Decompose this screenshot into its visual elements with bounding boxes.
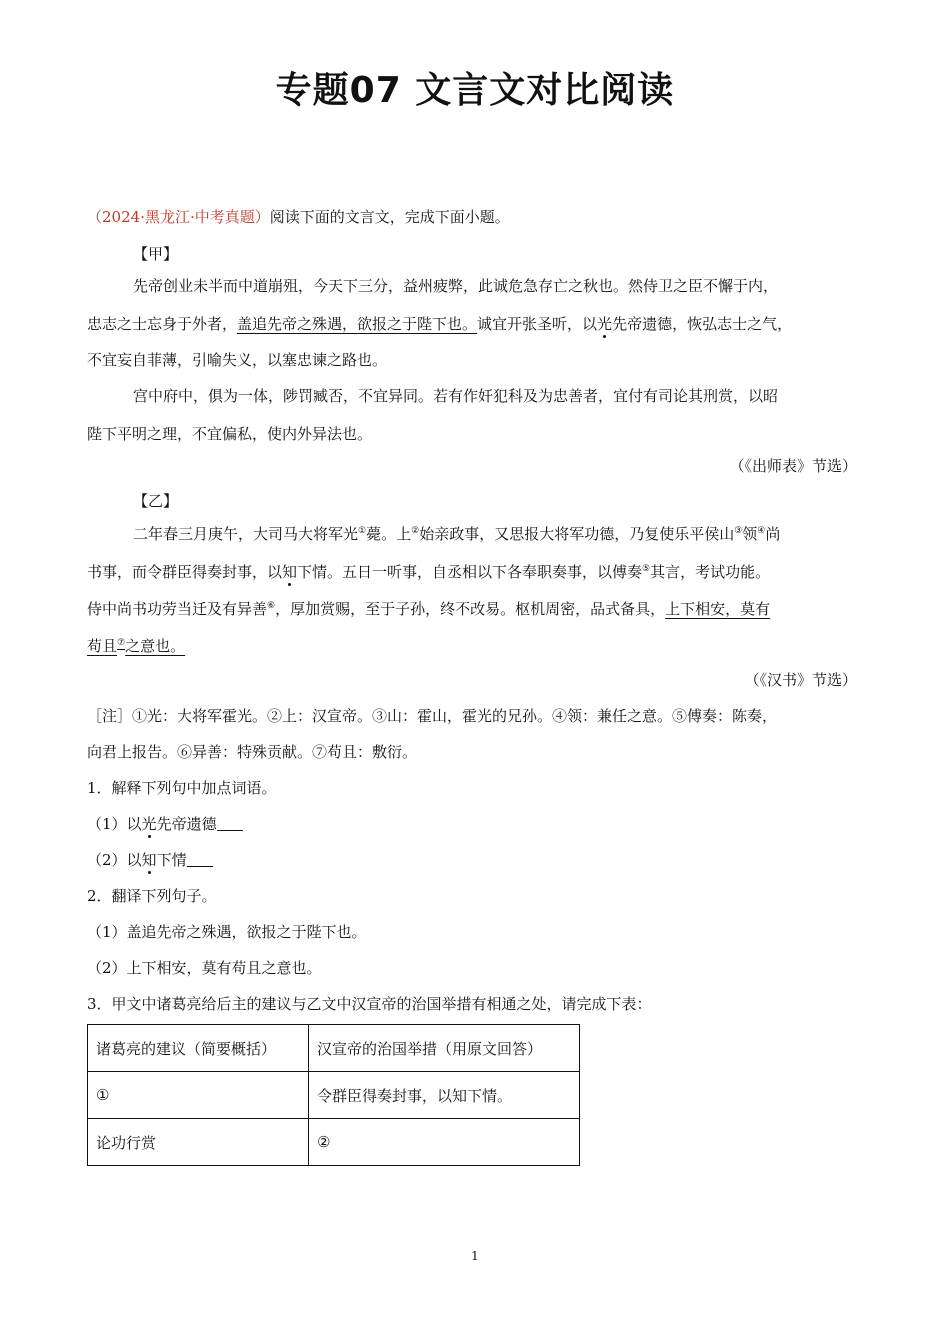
yi-line4: 苟且⑦之意也。 [87,637,186,655]
q3-stem: 3．甲文中诸葛亮给后主的建议与乙文中汉宣帝的治国举措有相通之处，请完成下表： [87,995,652,1013]
underlined-sentence: 盖追先帝之殊遇，欲报之于陛下也。 [237,315,478,333]
dotted-word: 知 [282,563,298,581]
table-row [88,1119,580,1166]
table-cell: 诸葛亮的建议（简要概括） [88,1025,309,1072]
note-line2: 向君上报告。⑥异善：特殊贡献。⑦苟且：敷衍。 [87,743,418,761]
jia-p2-line2: 陛下平明之理，不宜偏私，使内外异法也。 [87,425,373,443]
table-cell: 论功行赏 [88,1119,309,1166]
yi-line3: 侍中尚书功劳当迁及有异善⑥，厚加赏赐，至于子孙，终不改易。枢机周密，品式备具，上下相安，莫有 [87,600,771,618]
q2-item1: （1）盖追先帝之殊遇，欲报之于陛下也。 [87,923,367,941]
table-cell[interactable]: ① [88,1072,309,1119]
q1-stem: 1．解释下列句中加点词语。 [87,779,277,797]
dotted-word: 知 [141,851,157,869]
yi-citation: （《汉书》节选） [744,671,857,689]
dotted-word: 光 [597,315,613,333]
jia-p1-line2: 忠志之士忘身于外者，盖追先帝之殊遇，欲报之于陛下也。诚宜开张圣听，以光先帝遗德，恢弘志士之气， [87,315,793,333]
yi-label: 【乙】 [133,492,179,510]
intro-line: （2024·黑龙江·中考真题）阅读下面的文言文，完成下面小题。 [87,208,510,226]
jia-p1-line3: 不宜妄自菲薄，引喻失义，以塞忠谏之路也。 [87,351,388,369]
table-cell: 汉宣帝的治国举措（用原文回答） [309,1025,580,1072]
answer-blank[interactable] [187,852,213,867]
q1-item1: （1）以光先帝遗德 [87,814,243,834]
comparison-table [87,1024,580,1166]
q1-item2: （2）以知下情 [87,850,213,870]
page-number: 1 [471,1249,479,1263]
q2-item2: （2）上下相安，莫有苟且之意也。 [87,959,322,977]
yi-line2: 书事，而令群臣得奏封事，以知下情。五日一听事，自丞相以下各奉职奏事，以傅奏⑤其言，考试功能。 [87,563,771,581]
note-line1: ［注］①光：大将军霍光。②上：汉宣帝。③山：霍山，霍光的兄孙。④领：兼任之意。⑤傅奏：陈奏， [87,707,778,725]
source-tag: （2024·黑龙江·中考真题） [87,208,270,226]
jia-label: 【甲】 [133,245,179,263]
underlined-sentence: 上下相安，莫有 [665,600,771,618]
answer-blank[interactable] [217,816,243,831]
table-row [88,1025,580,1072]
page-title: 专题07 文言文对比阅读 [275,70,675,111]
table-row [88,1072,580,1119]
table-cell: 令群臣得奏封事，以知下情。 [309,1072,580,1119]
yi-line1: 二年春三月庚午，大司马大将军光①薨。上②始亲政事，又思报大将军功德，乃复使乐平侯山③领④尚 [133,525,781,543]
table-cell[interactable]: ② [309,1119,580,1166]
dotted-word: 光 [141,815,157,833]
jia-p1-line1: 先帝创业未半而中道崩殂，今天下三分，益州疲弊，此诚危急存亡之秋也。然侍卫之臣不懈于内， [133,277,779,295]
jia-p2-line1: 宫中府中，俱为一体，陟罚臧否，不宜异同。若有作奸犯科及为忠善者，宜付有司论其刑赏，以昭 [133,387,779,405]
q2-stem: 2．翻译下列句子。 [87,887,217,905]
jia-citation: （《出师表》节选） [729,457,857,475]
